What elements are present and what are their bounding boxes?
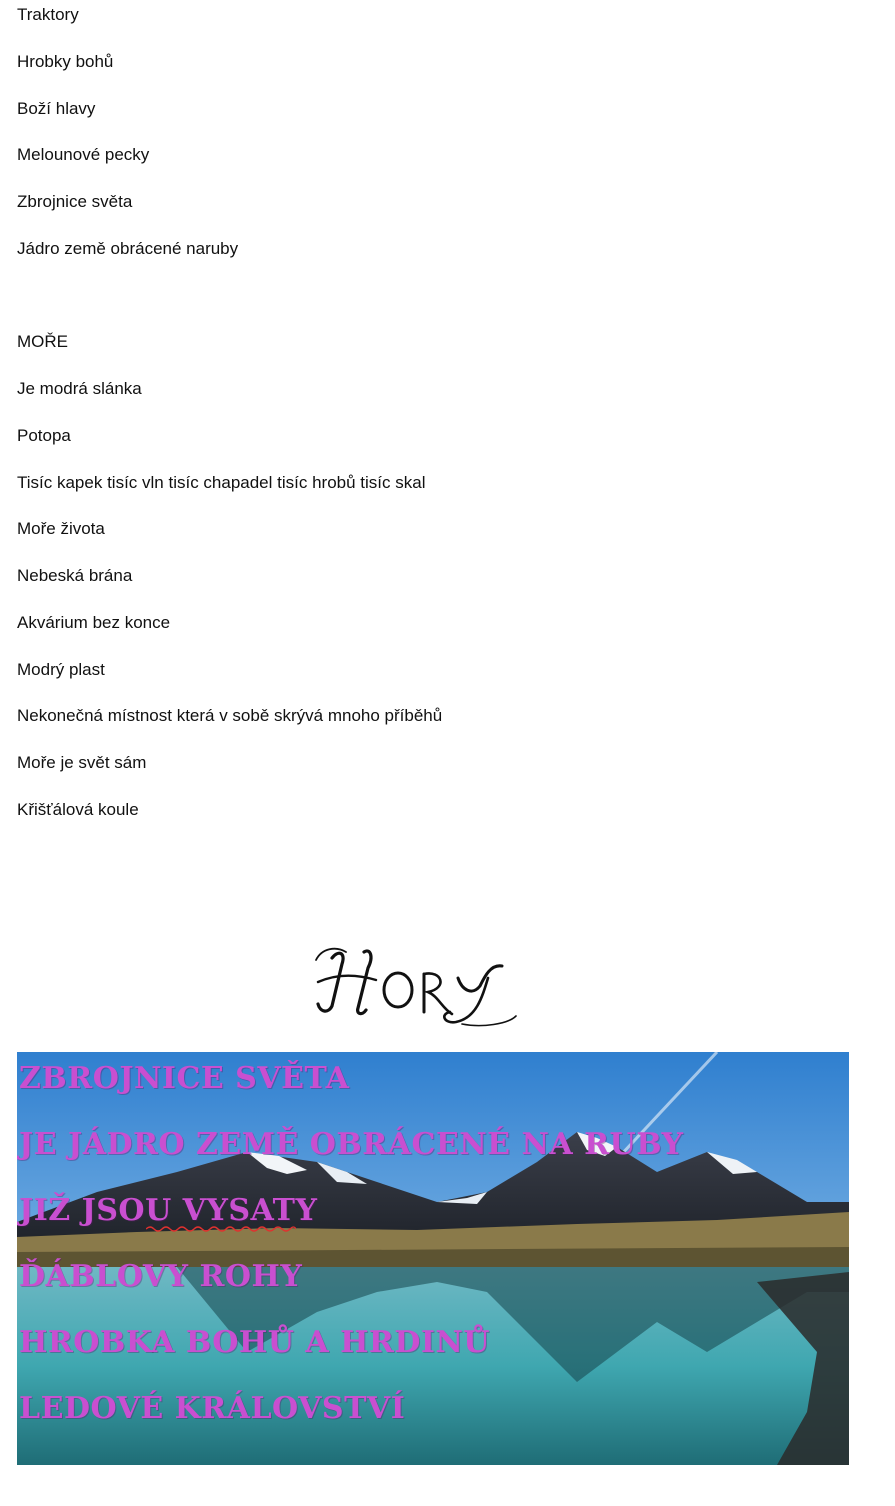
- photo-line-ledove-kralovstvi: LEDOVÉ KRÁLOVSTVÍ: [19, 1391, 406, 1426]
- list-item-jadro-zeme: Jádro země obrácené naruby: [17, 239, 239, 258]
- sea-item-modry-plast: Modrý plast: [17, 660, 105, 679]
- sea-item-akvarium: Akvárium bez konce: [17, 613, 171, 632]
- list-item-hrobky-bohu: Hrobky bohů: [17, 52, 114, 71]
- sea-item-slanka: Je modrá slánka: [17, 379, 142, 398]
- list-item-traktory: Traktory: [17, 5, 79, 24]
- sea-item-tisic: Tisíc kapek tisíc vln tisíc chapadel tisíc hrobů tisíc skal: [17, 473, 426, 492]
- sea-item-more-zivota: Moře života: [17, 519, 105, 538]
- sea-item-nekonecna-mistnost: Nekonečná místnost která v sobě skrývá mnoho příběhů: [17, 706, 443, 725]
- mountains-title: [312, 938, 522, 1028]
- photo-line-dablovy-rohy: ĎÁBLOVY ROHY: [19, 1259, 303, 1294]
- spellcheck-underline: [146, 1225, 296, 1233]
- list-item-melounove-pecky: Melounové pecky: [17, 145, 150, 164]
- photo-line-hrobka-bohu: HROBKA BOHŮ A HRDINŮ: [19, 1325, 490, 1360]
- sea-heading: MOŘE: [17, 332, 68, 351]
- sea-item-kristalova-koule: Křišťálová koule: [17, 800, 139, 819]
- list-item-zbrojnice-sveta: Zbrojnice světa: [17, 192, 133, 211]
- photo-line-zbrojnice: ZBROJNICE SVĚTA: [19, 1061, 350, 1096]
- photo-line-jadro-zeme: JE JÁDRO ZEMĚ OBRÁCENÉ NA RUBY: [19, 1127, 684, 1162]
- sea-item-nebeska-brana: Nebeská brána: [17, 566, 133, 585]
- mountain-lake-photo: [17, 1052, 849, 1465]
- sea-item-potopa: Potopa: [17, 426, 71, 445]
- list-item-bozi-hlavy: Boží hlavy: [17, 99, 96, 118]
- photo-line-jiz-jsou-vysaty: JIŽ JSOU VYSATY: [19, 1193, 318, 1228]
- sea-item-svet-sam: Moře je svět sám: [17, 753, 147, 772]
